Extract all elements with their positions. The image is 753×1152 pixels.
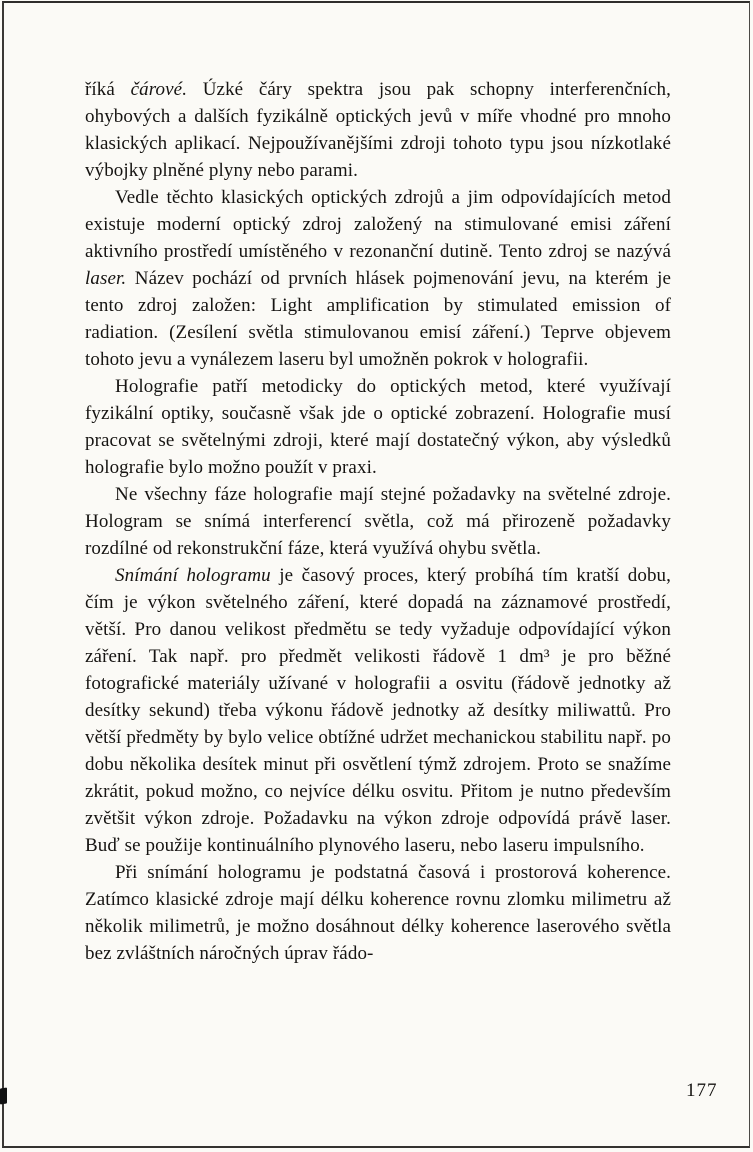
- paragraph-light-requirements: [85, 481, 671, 562]
- text-run: Vedle těchto klasických optických zdrojů a jim odpovídajících metod existuje moderní optický zdroj založený na stimulované emisi záření aktivního prostředí umístěného v rezonanční dutině. Tento zdroj se nazývá: [85, 187, 671, 262]
- text-run: je časový proces, který probíhá tím kratší dobu, čím je výkon světelného záření, které dopadá na záznamové prostředí, větší. Pro danou velikost předmětu se tedy vyžaduje odpovídající výkon záření. Tak např. pro předmět velikosti řádově 1 dm³ je pro běžné fotografické materiály užívané v holografii a osvitu (řádově jednotky až desítky sekund) třeba výkonu řádově jednotky až desítky miliwattů. Pro větší předměty by bylo velice obtížné udržet mechanickou stabilitu např. po dobu několika desítek minut při osvětlení týmž zdrojem. Proto se snažíme zkrátit, pokud možno, co nejvíce délku osvitu. Přitom je nutno především zvětšit výkon zdroje. Požadavku na výkon zdroje odpovídá právě laser. Buď se použije kontinuálního plynového laseru, nebo laseru impulsního.: [85, 565, 671, 856]
- text-run-italic: laser.: [85, 268, 127, 289]
- paragraph-spectral-sources: [85, 76, 671, 184]
- text-run: říká: [85, 79, 131, 100]
- text-run: Ne všechny fáze holografie mají stejné požadavky na světelné zdroje. Hologram se snímá interferencí světla, což má přirozeně požadavky rozdílné od rekonstrukční fáze, která využívá ohybu světla.: [85, 484, 671, 559]
- text-run: Při snímání hologramu je podstatná časová i prostorová koherence. Zatímco klasické zdroje mají délku koherence rovnu zlomku milimetru až několik milimetrů, je možno dosáhnout délky koherence laserového světla bez zvláštních náročných úprav řádo-: [85, 862, 671, 964]
- text-run: Úzké čáry spektra jsou pak schopny interferenčních, ohybových a dalších fyzikálně optických jevů v míře vhodné pro mnoho klasických aplikací. Nejpoužívanějšími zdroji tohoto typu jsou nízkotlaké výbojky plněné plyny nebo parami.: [85, 79, 671, 181]
- paragraph-holography-methods: [85, 373, 671, 481]
- text-run-italic: čárové.: [130, 79, 188, 100]
- text-run: Holografie patří metodicky do optických metod, které využívají fyzikální optiky, současně však jde o optické zobrazení. Holografie musí pracovat se světelnými zdroji, které mají dostatečný výkon, aby výsledků holografie bylo možno použít v praxi.: [85, 376, 671, 478]
- scan-artifact-mark: [0, 1088, 7, 1105]
- text-run: Název pochází od prvních hlásek pojmenování jevu, na kterém je tento zdroj založen: Light amplification by stimulated emission of radiation. (Zesílení světla stimulovanou emisí záření.) Teprve objevem tohoto jevu a vynálezem laseru byl umožněn pokrok v holografii.: [85, 268, 671, 370]
- text-block: [85, 76, 671, 967]
- paragraph-coherence: [85, 859, 671, 967]
- page-number: 177: [686, 1080, 718, 1101]
- paragraph-laser-origin: [85, 184, 671, 373]
- paragraph-hologram-recording: [85, 562, 671, 859]
- text-run-italic: Snímání hologramu: [115, 565, 271, 586]
